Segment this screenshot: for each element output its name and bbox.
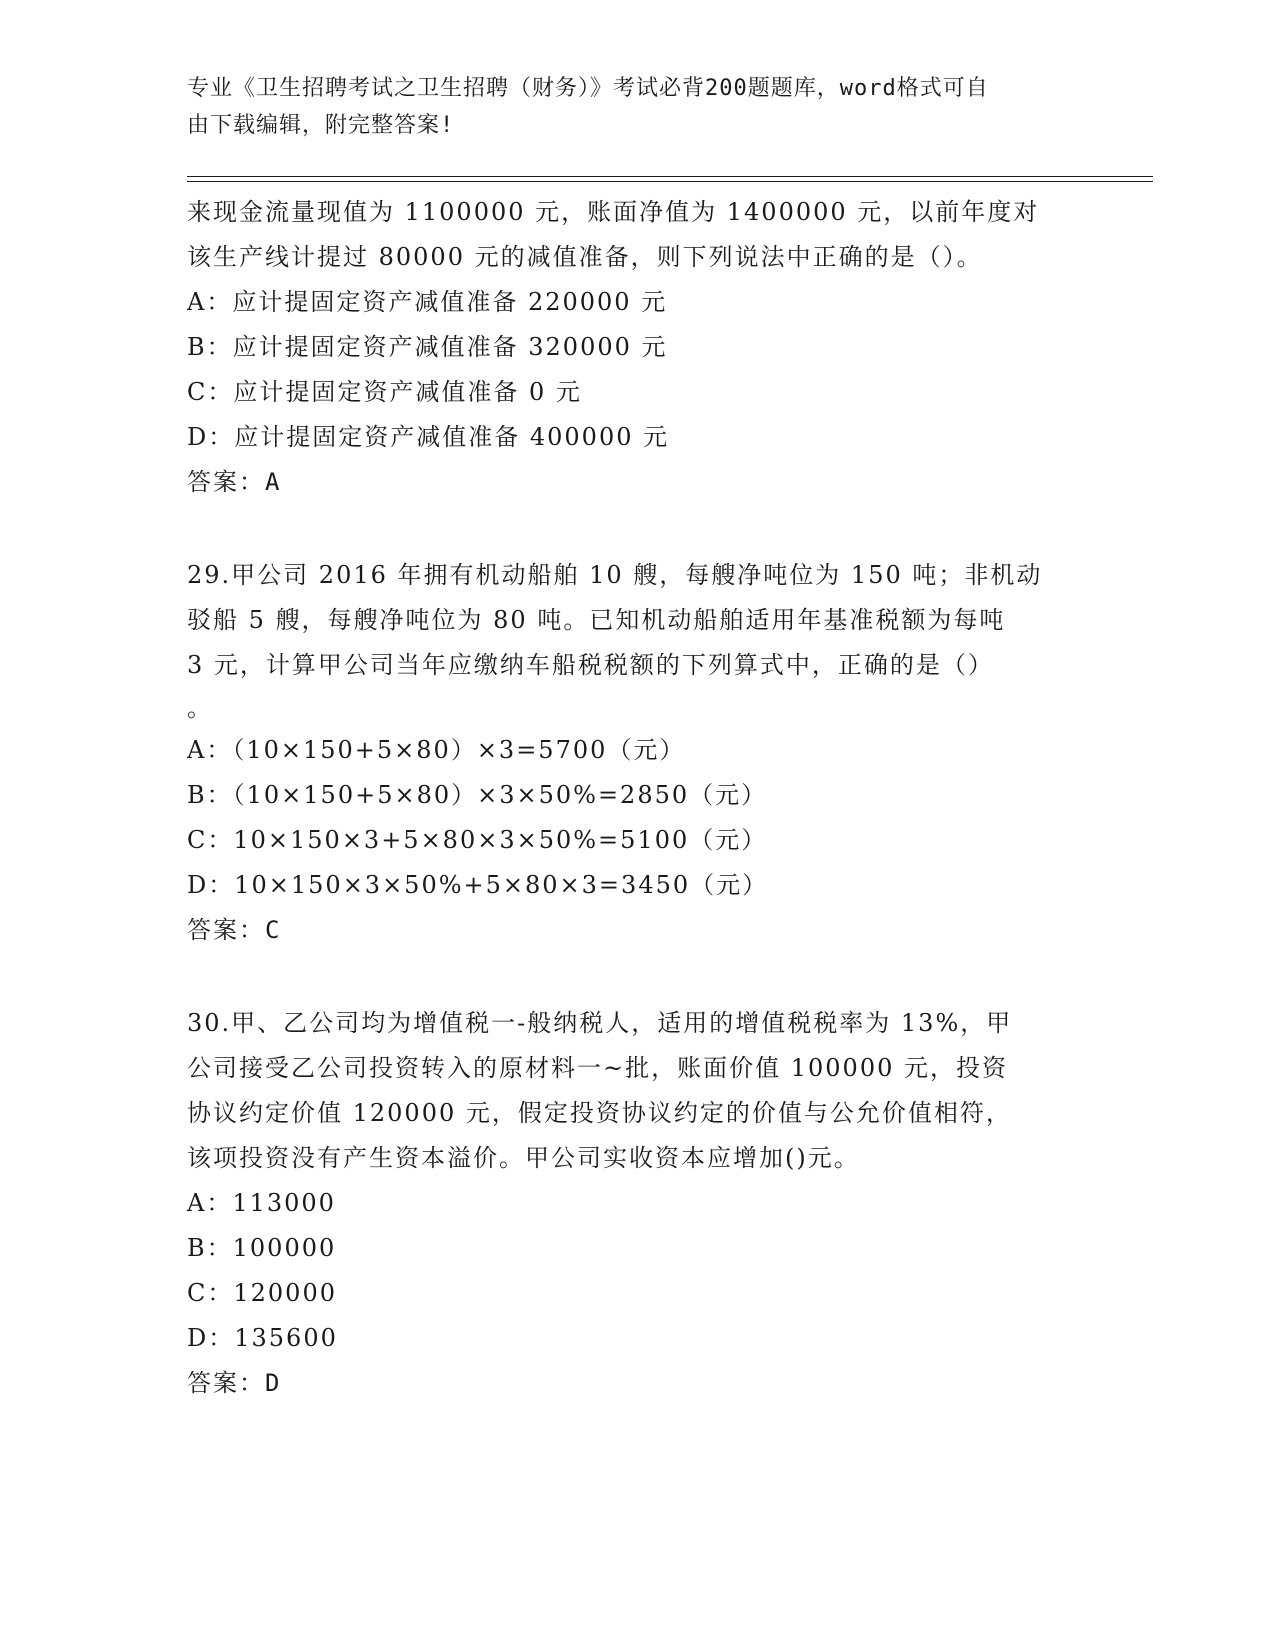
question-stem-line: 来现金流量现值为 1100000 元，账面净值为 1400000 元，以前年度对 xyxy=(187,198,1040,226)
question-stem-line: 29.甲公司 2016 年拥有机动船舶 10 艘，每艘净吨位为 150 吨；非机动 xyxy=(187,561,1043,589)
answer-line xyxy=(187,908,1087,953)
option-d: D：10×150×3×50%+5×80×3=3450（元） xyxy=(187,871,769,899)
answer-value: D xyxy=(265,1369,281,1397)
question-stem-line: 公司接受乙公司投资转入的原材料一~批，账面价值 100000 元，投资 xyxy=(187,1054,1008,1082)
answer-value: C xyxy=(265,916,281,944)
question-stem-line: 该生产线计提过 80000 元的减值准备，则下列说法中正确的是（）。 xyxy=(187,243,983,271)
option-a: A：（10×150+5×80）×3=5700（元） xyxy=(187,736,686,764)
answer-line xyxy=(187,460,1087,505)
question-stem-line: 30.甲、乙公司均为增值税一-般纳税人，适用的增值税税率为 13%，甲 xyxy=(187,1009,1013,1037)
answer-label: 答案： xyxy=(187,468,265,496)
header-title-line-1: 专业《卫生招聘考试之卫生招聘（财务）》考试必背200题题库，word格式可自 xyxy=(187,76,989,101)
option-a: A：应计提固定资产减值准备 220000 元 xyxy=(187,288,668,316)
question-stem-line: 3 元，计算甲公司当年应缴纳车船税税额的下列算式中，正确的是（） xyxy=(187,651,994,679)
document-header xyxy=(187,70,1067,144)
question-stem-line: 驳船 5 艘，每艘净吨位为 80 吨。已知机动船舶适用年基准税额为每吨 xyxy=(187,606,1006,634)
answer-label: 答案： xyxy=(187,1369,265,1397)
option-b: B：（10×150+5×80）×3×50%=2850（元） xyxy=(187,781,768,809)
option-a: A：113000 xyxy=(187,1189,336,1217)
option-b: B：应计提固定资产减值准备 320000 元 xyxy=(187,333,668,361)
question-stem-line: 协议约定价值 120000 元，假定投资协议约定的价值与公允价值相符， xyxy=(187,1099,1012,1127)
option-d: D：应计提固定资产减值准备 400000 元 xyxy=(187,423,670,451)
header-divider-bottom xyxy=(187,181,1153,182)
question-28 xyxy=(187,190,1087,505)
answer-line xyxy=(187,1361,1087,1406)
option-c: C：120000 xyxy=(187,1279,337,1307)
question-stem-line: 。 xyxy=(187,694,213,722)
document-body xyxy=(187,190,1087,1406)
question-30 xyxy=(187,1001,1087,1406)
header-title-line-2: 由下载编辑，附完整答案! xyxy=(187,113,455,138)
option-c: C：10×150×3+5×80×3×50%=5100（元） xyxy=(187,826,768,854)
option-d: D：135600 xyxy=(187,1324,338,1352)
answer-value: A xyxy=(265,468,281,496)
question-29 xyxy=(187,553,1087,953)
header-divider-top xyxy=(187,176,1153,177)
option-c: C：应计提固定资产减值准备 0 元 xyxy=(187,378,582,406)
answer-label: 答案： xyxy=(187,916,265,944)
question-stem-line: 该项投资没有产生资本溢价。甲公司实收资本应增加()元。 xyxy=(187,1144,860,1172)
option-b: B：100000 xyxy=(187,1234,337,1262)
